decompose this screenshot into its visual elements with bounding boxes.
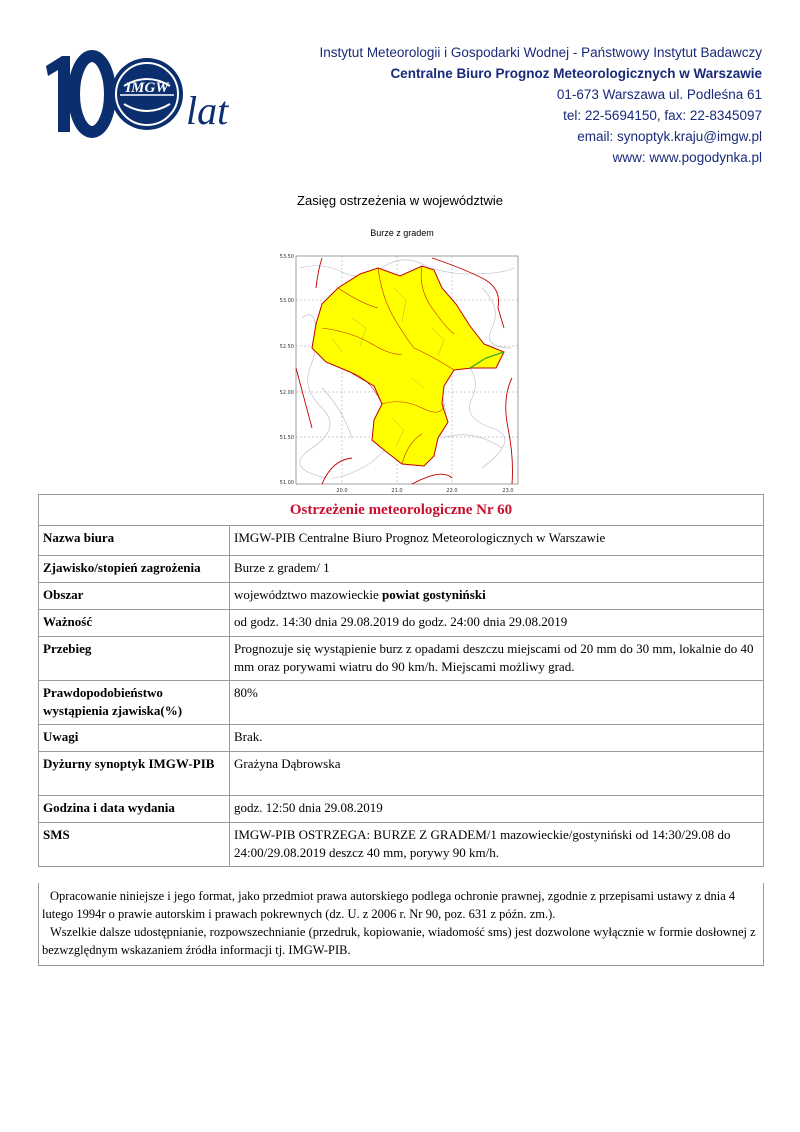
row-label: Przebieg	[39, 637, 230, 681]
row-label: Zjawisko/stopień zagrożenia	[39, 556, 230, 583]
row-value: od godz. 14:30 dnia 29.08.2019 do godz. 24:00 dnia 29.08.2019	[230, 610, 764, 637]
copyright-notice	[38, 883, 764, 966]
row-label: Nazwa biura	[39, 526, 230, 556]
imgw-100-lat-logo	[40, 52, 240, 136]
email: email: synoptyk.kraju@imgw.pl	[577, 129, 762, 144]
map-svg	[279, 228, 522, 496]
address: 01-673 Warszawa ul. Podleśna 61	[556, 87, 762, 102]
row-label: Ważność	[39, 610, 230, 637]
section-title: Zasięg ostrzeżenia w województwie	[297, 193, 503, 208]
table-row	[39, 583, 764, 610]
row-value	[230, 583, 764, 610]
map-x-tick: 21.0	[391, 488, 403, 494]
warning-map	[279, 228, 522, 496]
row-label: Uwagi	[39, 725, 230, 752]
map-y-tick: 52.50	[279, 344, 294, 350]
table-row	[39, 526, 764, 556]
table-row	[39, 637, 764, 681]
map-y-tick: 51.00	[279, 480, 294, 486]
table-row	[39, 681, 764, 725]
row-value: Brak.	[230, 725, 764, 752]
map-x-tick: 20.0	[336, 488, 348, 494]
table-row	[39, 796, 764, 823]
row-value: Burze z gradem/ 1	[230, 556, 764, 583]
row-value: Grażyna Dąbrowska	[230, 752, 764, 796]
logo-circle-text: IMGW	[125, 80, 169, 96]
row-label: Godzina i data wydania	[39, 796, 230, 823]
logo-suffix: lat	[186, 88, 229, 133]
row-value: Prognozuje się wystąpienie burz z opadami deszczu miejscami od 20 mm do 30 mm, lokalnie do 40 mm oraz porywami wiatru do 90 km/h. Miejscami możliwy grad.	[230, 637, 764, 681]
row-value: IMGW-PIB Centralne Biuro Prognoz Meteorologicznych w Warszawie	[230, 526, 764, 556]
row-label: Obszar	[39, 583, 230, 610]
table-row	[39, 610, 764, 637]
map-x-tick: 23.0	[502, 488, 514, 494]
table-row	[39, 556, 764, 583]
area-county: powiat gostyniński	[382, 587, 486, 602]
website: www: www.pogodynka.pl	[612, 150, 762, 165]
warning-title: Ostrzeżenie meteorologiczne Nr 60	[39, 495, 764, 526]
institute-header	[320, 42, 762, 168]
map-y-tick: 53.50	[279, 254, 294, 260]
phone-fax: tel: 22-5694150, fax: 22-8345097	[563, 108, 762, 123]
map-x-tick: 22.0	[446, 488, 458, 494]
office-name: Centralne Biuro Prognoz Meteorologicznych w Warszawie	[390, 66, 762, 81]
row-label: SMS	[39, 823, 230, 867]
copyright-paragraph: Opracowanie niniejsze i jego format, jako przedmiot prawa autorskiego podlega ochronie prawnej, zgodnie z przepisami ustawy z dnia 4 lutego 1994r o prawie autorskim i prawach pokrewnych (dz. U. z 2006 r. Nr 90, poz. 631 z późn. zm.).	[42, 889, 736, 921]
map-y-tick: 51.50	[279, 435, 294, 441]
row-value: 80%	[230, 681, 764, 725]
table-row	[39, 725, 764, 752]
table-title-row	[39, 495, 764, 526]
distribution-paragraph: Wszelkie dalsze udostępnianie, rozpowszechnianie (przedruk, kopiowanie, wiadomość sms) jest dozwolone wyłącznie w formie dosłownej z bezwzględnym wskazaniem źródła informacji tj. IMGW-PIB.	[42, 925, 756, 957]
institute-name: Instytut Meteorologii i Gospodarki Wodnej - Państwowy Instytut Badawczy	[319, 45, 762, 60]
table-row	[39, 823, 764, 867]
row-label: Prawdopodobieństwo wystąpienia zjawiska(%)	[39, 681, 230, 725]
area-voivodeship: województwo mazowieckie	[234, 587, 379, 602]
map-title: Burze z gradem	[370, 228, 434, 238]
map-y-tick: 52.00	[279, 390, 294, 396]
map-y-tick: 53.00	[279, 298, 294, 304]
table-row	[39, 752, 764, 796]
row-value: godz. 12:50 dnia 29.08.2019	[230, 796, 764, 823]
row-label: Dyżurny synoptyk IMGW-PIB	[39, 752, 230, 796]
warning-table	[38, 494, 764, 867]
row-value: IMGW-PIB OSTRZEGA: BURZE Z GRADEM/1 mazowieckie/gostyniński od 14:30/29.08 do 24:00/29.08.2019 deszcz 40 mm, porywy 90 km/h.	[230, 823, 764, 867]
